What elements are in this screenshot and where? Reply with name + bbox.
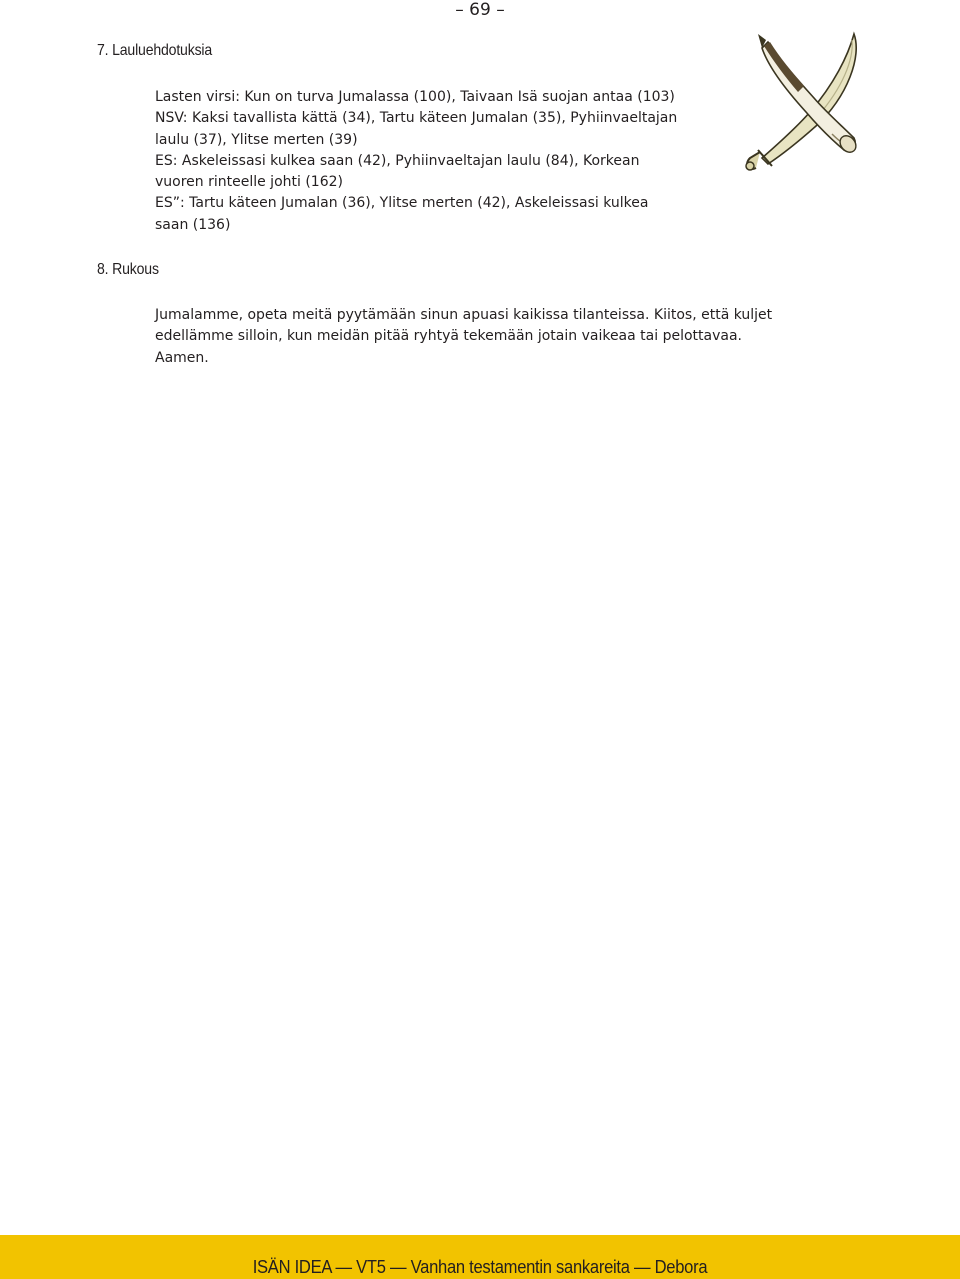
song-line: Lasten virsi: Kun on turva Jumalassa (100), Taivaan Isä suojan antaa (103) (155, 89, 675, 105)
song-line: NSV: Kaksi tavallista kättä (34), Tartu käteen Jumalan (35), Pyhiinvaeltajan (155, 110, 678, 127)
song-line: ES: Askeleissasi kulkea saan (42), Pyhiinvaeltajan laulu (84), Korkean (155, 152, 640, 169)
footer-title: ISÄN IDEA — VT5 — Vanhan testamentin sankareita — Debora (252, 1257, 708, 1277)
page-number: – 69 – (455, 0, 505, 20)
song-line: vuoren rinteelle johti (162) (155, 174, 343, 191)
song-line: saan (136) (155, 216, 231, 233)
song-suggestions (155, 87, 805, 236)
prayer-text (155, 305, 805, 369)
song-line: ES”: Tartu käteen Jumalan (36), Ylitse merten (42), Askeleissasi kulkea (155, 195, 649, 212)
prayer-line: edellämme silloin, kun meidän pitää ryhtyä tekemään jotain vaikeaa tai pelottavaa. (155, 328, 742, 345)
section-heading-prayer: 8. Rukous (97, 261, 159, 278)
song-line: laulu (37), Ylitse merten (39) (155, 131, 358, 148)
section-heading-songs: 7. Lauluehdotuksia (97, 42, 213, 59)
prayer-line: Jumalamme, opeta meitä pyytämään sinun apuasi kaikissa tilanteissa. Kiitos, että kuljet (155, 307, 773, 323)
footer-banner (0, 1235, 960, 1279)
crossed-horn-and-sword-icon (738, 26, 863, 176)
prayer-line: Aamen. (155, 349, 209, 366)
